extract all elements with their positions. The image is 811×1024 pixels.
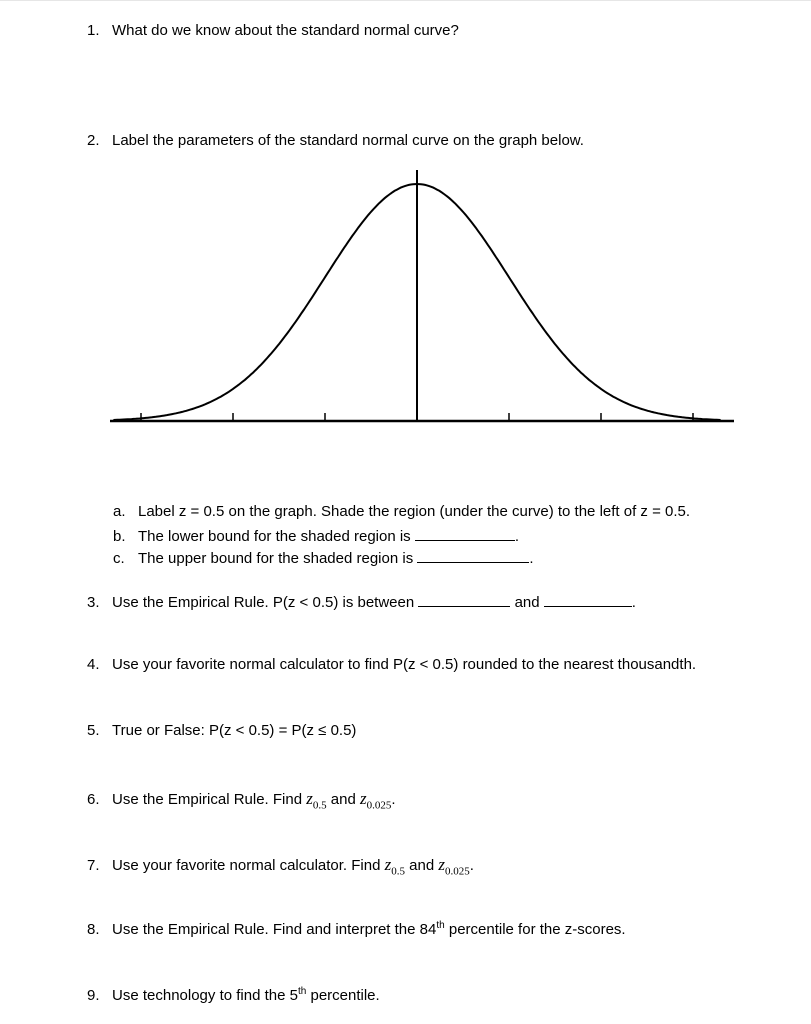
question-9 bbox=[87, 986, 380, 1004]
question-number: 1. bbox=[87, 22, 100, 39]
question-number: 2. bbox=[87, 132, 100, 149]
end-period: . bbox=[469, 857, 474, 874]
answer-blank[interactable] bbox=[415, 525, 515, 541]
question-number: 7. bbox=[87, 857, 100, 874]
answer-blank-2[interactable] bbox=[544, 591, 632, 607]
end-period: . bbox=[631, 594, 636, 611]
z-score-1: $z_{0.5}$ bbox=[384, 855, 405, 878]
part-letter: b. bbox=[113, 528, 126, 545]
z-score-2: $z_{0.025}$ bbox=[360, 789, 392, 812]
question-text: What do we know about the standard normal curve? bbox=[112, 22, 459, 39]
question-text: Use your favorite normal calculator. Find bbox=[112, 857, 381, 874]
question-2 bbox=[87, 132, 584, 149]
question-text: Use the Empirical Rule. Find bbox=[112, 791, 303, 808]
part-letter: a. bbox=[113, 503, 126, 520]
question-number: 4. bbox=[87, 656, 100, 673]
and-word: and bbox=[409, 857, 435, 874]
and-word: and bbox=[514, 594, 540, 611]
question-text: Label the parameters of the standard normal curve on the graph below. bbox=[112, 132, 584, 149]
question-number: 9. bbox=[87, 987, 100, 1004]
question-number: 3. bbox=[87, 594, 100, 611]
question-6 bbox=[87, 789, 396, 811]
end-period: . bbox=[514, 528, 520, 545]
question-text: True or False: P(z < 0.5) = P(z ≤ 0.5) bbox=[112, 722, 357, 739]
question-number: 8. bbox=[87, 921, 100, 938]
z-score-2: $z_{0.025}$ bbox=[438, 855, 470, 878]
question-2-part-a bbox=[113, 503, 690, 520]
question-2-part-b bbox=[113, 525, 519, 545]
question-number: 5. bbox=[87, 722, 100, 739]
page-top-border bbox=[0, 0, 811, 1]
question-1 bbox=[87, 22, 459, 39]
part-text: The lower bound for the shaded region is bbox=[138, 528, 411, 545]
question-text: Use the Empirical Rule. P(z < 0.5) is between bbox=[112, 594, 415, 611]
question-text: Use the Empirical Rule. Find and interpret the 84th percentile for the z-scores. bbox=[112, 920, 626, 938]
normal-curve-graph bbox=[108, 168, 736, 434]
and-word: and bbox=[330, 791, 356, 808]
question-2-part-c bbox=[113, 547, 534, 567]
z-score-1: $z_{0.5}$ bbox=[306, 789, 327, 812]
question-8 bbox=[87, 920, 626, 938]
answer-blank[interactable] bbox=[417, 547, 529, 563]
question-7 bbox=[87, 855, 474, 877]
question-3 bbox=[87, 591, 636, 611]
part-letter: c. bbox=[113, 550, 125, 567]
part-text: Label z = 0.5 on the graph. Shade the region (under the curve) to the left of z = 0.5. bbox=[138, 503, 691, 520]
end-period: . bbox=[391, 791, 396, 808]
question-5 bbox=[87, 722, 356, 739]
question-text: Use your favorite normal calculator to find P(z < 0.5) rounded to the nearest thousandth. bbox=[112, 656, 697, 673]
question-number: 6. bbox=[87, 791, 100, 808]
answer-blank-1[interactable] bbox=[418, 591, 510, 607]
part-text: The upper bound for the shaded region is bbox=[138, 550, 414, 567]
end-period: . bbox=[529, 550, 534, 567]
question-4 bbox=[87, 656, 696, 673]
question-text: Use technology to find the 5th percentile. bbox=[112, 986, 380, 1004]
